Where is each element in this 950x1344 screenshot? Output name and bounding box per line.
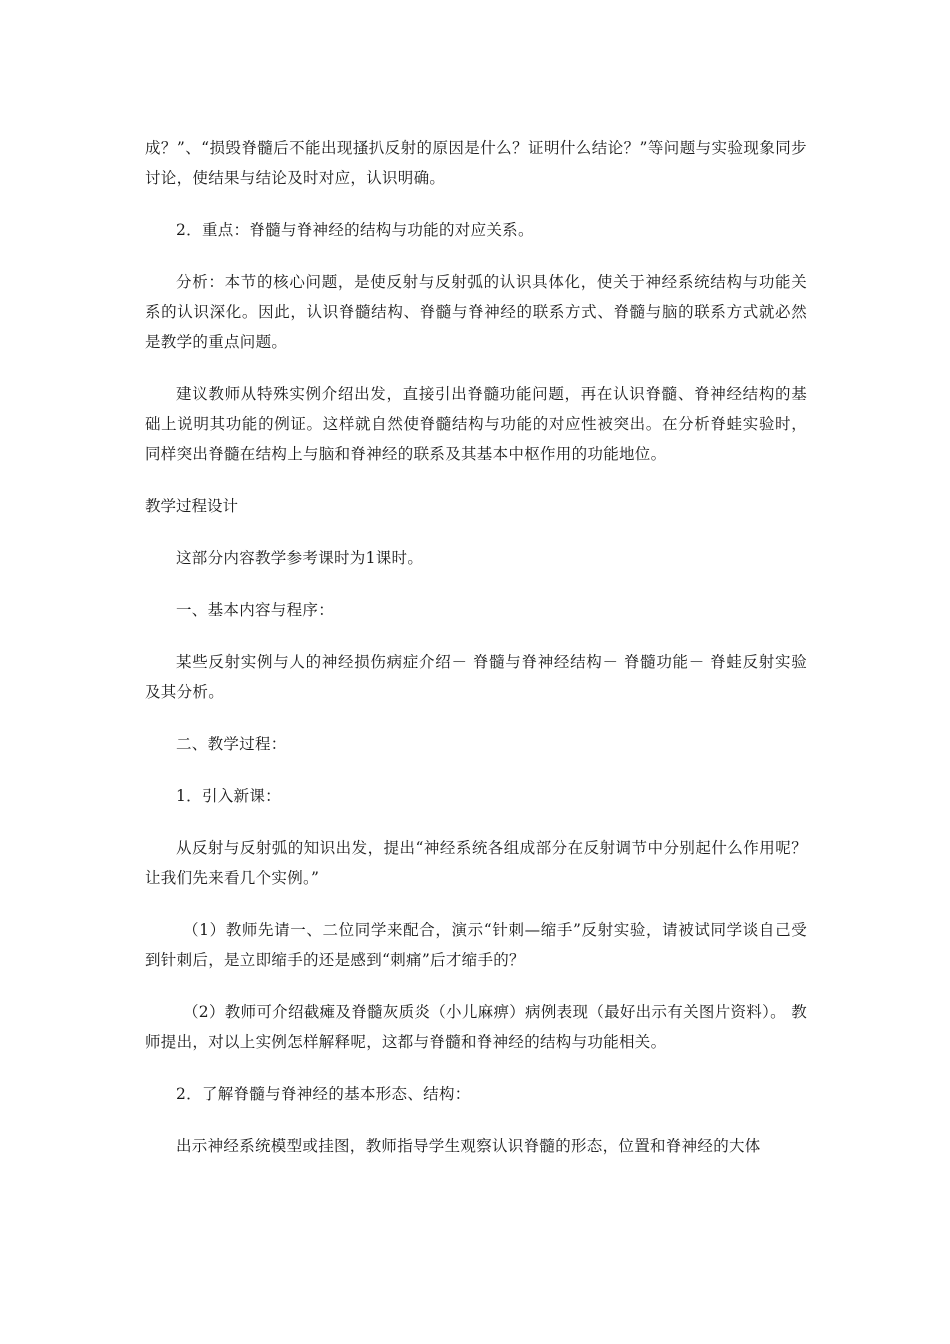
paragraph-intro-heading: 1．引入新课：: [176, 787, 281, 805]
paragraph-basic-content-heading: 一、基本内容与程序：: [176, 601, 335, 619]
paragraph-suggestion: 建议教师从特殊实例介绍出发，直接引出脊髓功能问题，再在认识脊髓、脊神经结构的基础上说明其功能的例证。这样就自然使脊髓结构与功能的对应性被突出。在分析脊蛙实验时，同样突出脊髓在结构上与脑和脊神经的联系及其基本中枢作用的功能地位。: [145, 385, 807, 463]
paragraph-class-hours: 这部分内容教学参考课时为1课时。: [176, 549, 424, 567]
paragraph-teaching-process-heading: 二、教学过程：: [176, 735, 287, 753]
paragraph-analysis: 分析：本节的核心问题，是使反射与反射弧的认识具体化，使关于神经系统结构与功能关系的认识深化。因此，认识脊髓结构、脊髓与脊神经的联系方式、脊髓与脑的联系方式就必然是教学的重点问题。: [145, 273, 807, 351]
paragraph-example-1: （1）教师先请一、二位同学来配合，演示“针刺—缩手”反射实验，请被试同学谈自己受到针刺后，是立即缩手的还是感到“刺痛”后才缩手的？: [145, 921, 807, 969]
paragraph-example-2: （2）教师可介绍截瘫及脊髓灰质炎（小儿麻痹）病例表现（最好出示有关图片资料）。 教师提出，对以上实例怎样解释呢，这都与脊髓和脊神经的结构与功能相关。: [145, 1003, 807, 1051]
paragraph-intro: 从反射与反射弧的知识出发，提出“神经系统各组成部分在反射调节中分别起什么作用呢？让我们先来看几个实例。”: [145, 839, 807, 887]
section-heading-teaching-process: 教学过程设计: [145, 497, 239, 515]
document-page: [145, 133, 807, 1183]
paragraph-key-point: 2．重点：脊髓与脊神经的结构与功能的对应关系。: [176, 221, 534, 239]
paragraph-basic-content: 某些反射实例与人的神经损伤病症介绍－ 脊髓与脊神经结构－ 脊髓功能－ 脊蛙反射实验及其分析。: [145, 653, 807, 701]
paragraph-structure-heading: 2．了解脊髓与脊神经的基本形态、结构：: [176, 1085, 471, 1103]
paragraph-discussion-continuation: 成？”、“损毁脊髓后不能出现搔扒反射的原因是什么？证明什么结论？”等问题与实验现象同步讨论，使结果与结论及时对应，认识明确。: [145, 139, 807, 187]
paragraph-structure-observation: 出示神经系统模型或挂图，教师指导学生观察认识脊髓的形态，位置和脊神经的大体: [176, 1137, 761, 1155]
